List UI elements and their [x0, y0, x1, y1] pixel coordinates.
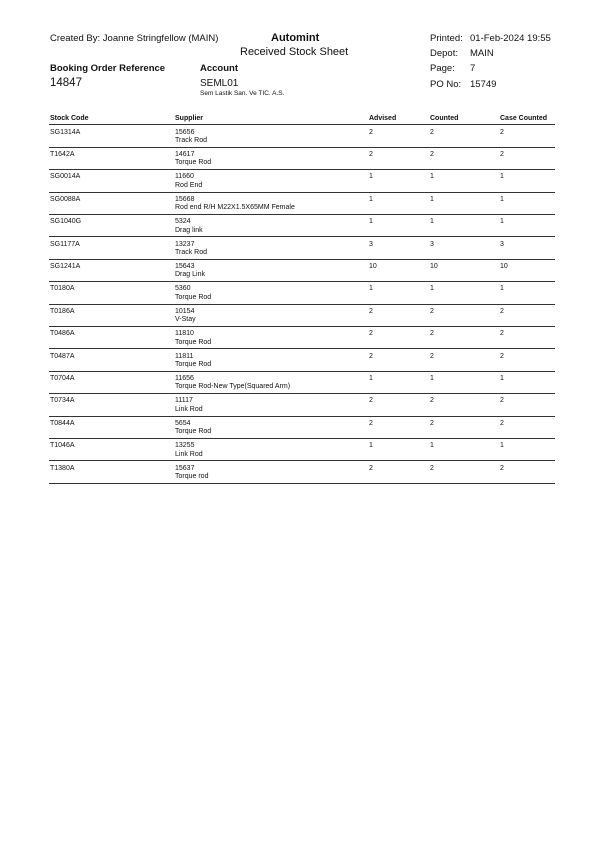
- table-row: [49, 349, 555, 372]
- advised-cell: 10: [369, 262, 377, 270]
- supplier-code-cell: 10154: [175, 307, 195, 315]
- table-row: [49, 393, 555, 416]
- counted-cell: 2: [430, 128, 434, 136]
- stock-code-cell: T0704A: [50, 374, 75, 382]
- stock-code-cell: T1046A: [50, 442, 75, 450]
- depot-label: Depot:: [430, 48, 458, 59]
- supplier-code-cell: 13255: [175, 442, 195, 450]
- supplier-code-cell: 5654: [175, 419, 191, 427]
- advised-cell: 2: [369, 419, 373, 427]
- booking-label: Booking Order Reference: [50, 63, 166, 74]
- counted-cell: 2: [430, 330, 434, 338]
- stock-code-cell: SG1314A: [50, 128, 81, 136]
- case-counted-cell: 1: [500, 218, 504, 226]
- stock-code-cell: T0486A: [50, 330, 75, 338]
- counted-cell: 2: [430, 464, 434, 472]
- advised-cell: 2: [369, 307, 373, 315]
- stock-code-cell: T1642A: [50, 150, 75, 158]
- counted-cell: 1: [430, 442, 434, 450]
- case-counted-cell: 1: [500, 173, 504, 181]
- case-counted-cell: 3: [500, 240, 504, 248]
- table-row: [49, 147, 555, 170]
- case-counted-cell: 2: [500, 419, 504, 427]
- advised-cell: 1: [369, 285, 373, 293]
- advised-cell: 2: [369, 128, 373, 136]
- case-counted-cell: 2: [500, 307, 504, 315]
- advised-cell: 1: [369, 374, 373, 382]
- booking-reference: 14847: [50, 77, 82, 89]
- advised-cell: 1: [369, 195, 373, 203]
- col-supplier: Supplier: [175, 115, 204, 122]
- item-description-cell: Link Rod: [175, 450, 203, 458]
- table-row: [49, 125, 555, 148]
- supplier-code-cell: 5360: [175, 285, 191, 293]
- col-counted: Counted: [430, 115, 459, 122]
- advised-cell: 1: [369, 218, 373, 226]
- case-counted-cell: 2: [500, 464, 504, 472]
- counted-cell: 2: [430, 397, 434, 405]
- item-description-cell: Torque rod: [175, 473, 209, 480]
- po-label: PO No:: [430, 79, 462, 90]
- page-label: Page:: [430, 63, 455, 74]
- stock-code-cell: SG1177A: [50, 240, 80, 248]
- case-counted-cell: 1: [500, 195, 504, 203]
- item-description-cell: Rod end R/H M22X1.5X65MM Female: [175, 204, 295, 212]
- supplier-code-cell: 11117: [175, 397, 193, 405]
- table-row: [49, 259, 555, 282]
- case-counted-cell: 2: [500, 397, 504, 405]
- advised-cell: 2: [369, 464, 373, 472]
- supplier-code-cell: 13237: [175, 240, 195, 248]
- advised-cell: 2: [369, 150, 373, 158]
- advised-cell: 3: [369, 240, 373, 248]
- item-description-cell: Track Rod: [175, 137, 208, 144]
- counted-cell: 1: [430, 285, 434, 293]
- table-row: [49, 237, 555, 260]
- case-counted-cell: 10: [500, 262, 508, 270]
- case-counted-cell: 2: [500, 128, 504, 136]
- table-row: [49, 461, 555, 484]
- table-row: [49, 304, 555, 327]
- supplier-code-cell: 15656: [175, 128, 195, 136]
- stock-code-cell: T0180A: [50, 285, 75, 293]
- item-description-cell: Drag Link: [175, 271, 205, 279]
- supplier-code-cell: 11656: [175, 374, 194, 382]
- company-name: Automint: [271, 32, 320, 44]
- case-counted-cell: 1: [500, 442, 504, 450]
- item-description-cell: Link Rod: [175, 405, 203, 413]
- supplier-code-cell: 14617: [175, 150, 195, 158]
- counted-cell: 2: [430, 307, 434, 315]
- item-description-cell: Torque Rod: [175, 428, 212, 436]
- col-stock-code: Stock Code: [50, 115, 89, 122]
- counted-cell: 1: [430, 218, 434, 226]
- item-description-cell: Rod End: [175, 181, 203, 189]
- stock-code-cell: T0734A: [50, 397, 75, 405]
- stock-code-cell: SG0014A: [50, 173, 81, 181]
- supplier-code-cell: 15668: [175, 195, 195, 203]
- item-description-cell: V-Stay: [175, 316, 196, 324]
- created-by: Created By: Joanne Stringfellow (MAIN): [50, 33, 219, 44]
- item-description-cell: Torque Rod: [175, 293, 212, 301]
- case-counted-cell: 2: [500, 150, 504, 158]
- case-counted-cell: 1: [500, 285, 504, 293]
- table-row: [49, 281, 555, 304]
- po-number: 15749: [470, 79, 497, 90]
- advised-cell: 2: [369, 330, 373, 338]
- counted-cell: 3: [430, 240, 434, 248]
- counted-cell: 10: [430, 262, 438, 270]
- stock-code-cell: SG1241A: [50, 262, 81, 270]
- stock-code-cell: T0487A: [50, 352, 75, 360]
- stock-code-cell: T0844A: [50, 419, 75, 427]
- table-header: [49, 113, 555, 125]
- supplier-code-cell: 15643: [175, 262, 195, 270]
- item-description-cell: Torque Rod: [175, 361, 212, 368]
- item-description-cell: Track Rod: [175, 249, 208, 256]
- supplier-code-cell: 11810: [175, 330, 194, 338]
- counted-cell: 2: [430, 150, 434, 158]
- counted-cell: 1: [430, 173, 434, 181]
- page-number: 7: [470, 63, 476, 74]
- advised-cell: 1: [369, 442, 373, 450]
- table-row: [49, 438, 555, 461]
- advised-cell: 1: [369, 173, 373, 181]
- item-description-cell: Torque Rod: [175, 338, 212, 346]
- account-label: Account: [200, 63, 238, 74]
- table-row: [49, 192, 555, 215]
- printed-value: 01-Feb-2024 19:55: [470, 33, 551, 44]
- counted-cell: 2: [430, 352, 434, 360]
- counted-cell: 2: [430, 419, 434, 427]
- counted-cell: 1: [430, 195, 434, 203]
- supplier-code-cell: 5324: [175, 218, 191, 226]
- col-case-counted: Case Counted: [500, 115, 548, 122]
- col-advised: Advised: [369, 115, 397, 122]
- advised-cell: 2: [369, 352, 373, 360]
- table-row: [49, 169, 555, 192]
- supplier-code-cell: 11660: [175, 173, 194, 181]
- case-counted-cell: 1: [500, 374, 504, 382]
- item-description-cell: Torque Rod: [175, 159, 212, 167]
- printed-label: Printed:: [430, 33, 463, 44]
- item-description-cell: Drag link: [175, 226, 203, 234]
- table-row: [49, 326, 555, 349]
- supplier-code-cell: 11811: [175, 352, 194, 360]
- table-row: [49, 371, 555, 394]
- item-description-cell: Torque Rod-New Type(Squared Arm): [175, 383, 291, 391]
- account-code: SEML01: [200, 78, 239, 89]
- supplier-code-cell: 15637: [175, 464, 195, 472]
- stock-code-cell: SG0088A: [50, 195, 81, 203]
- counted-cell: 1: [430, 374, 434, 382]
- advised-cell: 2: [369, 397, 373, 405]
- case-counted-cell: 2: [500, 352, 504, 360]
- stock-code-cell: T0186A: [50, 307, 75, 315]
- case-counted-cell: 2: [500, 330, 504, 338]
- depot-value: MAIN: [470, 48, 494, 59]
- stock-code-cell: T1380A: [50, 464, 75, 472]
- sheet-title: Received Stock Sheet: [240, 46, 349, 58]
- table-row: [49, 416, 555, 439]
- account-name: Sem Lastik San. Ve TIC. A.S.: [200, 90, 285, 97]
- stock-code-cell: SG1040G: [50, 218, 82, 226]
- table-row: [49, 214, 555, 237]
